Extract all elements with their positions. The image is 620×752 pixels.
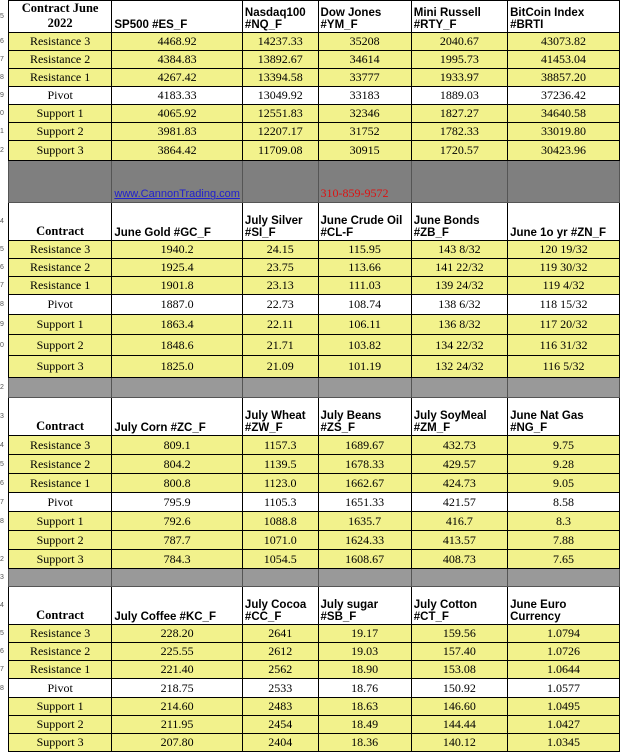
table-cell[interactable]: 13892.67 xyxy=(242,51,318,69)
table-cell[interactable]: 115.95 xyxy=(318,241,411,259)
phone-number: 310-859-9572 xyxy=(320,186,389,201)
table-cell[interactable]: 11709.08 xyxy=(242,141,318,161)
table-row xyxy=(0,87,620,105)
separator-cell xyxy=(318,161,411,203)
table-cell[interactable]: 1.0726 xyxy=(508,643,620,661)
table-cell[interactable]: 1.0495 xyxy=(508,698,620,716)
column-header[interactable]: Nasdaq100 #NQ_F xyxy=(242,1,318,33)
table-row xyxy=(0,315,620,335)
table-row xyxy=(0,356,620,378)
table-cell[interactable]: 33777 xyxy=(318,69,411,87)
table-cell[interactable]: 211.95 xyxy=(112,716,243,734)
table-cell[interactable]: 150.92 xyxy=(411,679,507,698)
table-cell[interactable]: 33019.80 xyxy=(508,123,620,141)
table-cell[interactable]: 138 6/32 xyxy=(411,295,507,315)
contract-header: Contract xyxy=(8,398,112,436)
row-number: 7 xyxy=(0,661,8,679)
table-cell[interactable]: 37236.42 xyxy=(508,87,620,105)
table-row xyxy=(0,259,620,277)
table-cell[interactable]: 416.7 xyxy=(411,512,507,531)
row-label: Support 2 xyxy=(8,123,112,141)
row-number: 8 xyxy=(0,295,8,315)
table-cell[interactable]: 43073.82 xyxy=(508,33,620,51)
table-cell[interactable]: 792.6 xyxy=(112,512,243,531)
separator-cell xyxy=(318,569,411,587)
separator-row xyxy=(0,569,620,587)
column-header[interactable]: June Nat Gas #NG_F xyxy=(508,398,620,436)
table-cell[interactable]: 132 24/32 xyxy=(411,356,507,378)
table-cell[interactable]: 2641 xyxy=(242,625,318,643)
row-number: 6 xyxy=(0,643,8,661)
contract-header: Contract xyxy=(8,587,112,625)
row-number: 0 xyxy=(0,335,8,356)
separator-cell xyxy=(508,569,620,587)
table-cell[interactable]: 157.40 xyxy=(411,643,507,661)
table-row xyxy=(0,436,620,455)
table-row xyxy=(0,455,620,474)
column-header[interactable]: June Crude Oil #CL-F xyxy=(318,203,411,241)
table-cell[interactable]: 787.7 xyxy=(112,531,243,550)
table-row xyxy=(0,698,620,716)
header-row xyxy=(0,203,620,241)
column-header[interactable]: June Euro Currency xyxy=(508,587,620,625)
table-cell[interactable]: 18.90 xyxy=(318,661,411,679)
table-cell[interactable]: 1088.8 xyxy=(242,512,318,531)
table-cell[interactable]: 9.05 xyxy=(508,474,620,493)
table-cell[interactable]: 38857.20 xyxy=(508,69,620,87)
website-link[interactable]: www.CannonTrading.com xyxy=(114,188,240,201)
table-row xyxy=(0,51,620,69)
table-cell[interactable]: 4065.92 xyxy=(112,105,243,123)
row-label: Support 2 xyxy=(8,716,112,734)
table-cell[interactable]: 809.1 xyxy=(112,436,243,455)
table-cell[interactable]: 1940.2 xyxy=(112,241,243,259)
table-row xyxy=(0,141,620,161)
row-label: Resistance 1 xyxy=(8,661,112,679)
table-row xyxy=(0,625,620,643)
column-header[interactable]: July Wheat #ZW_F xyxy=(242,398,318,436)
row-label: Pivot xyxy=(8,295,112,315)
table-row xyxy=(0,643,620,661)
table-cell[interactable]: 221.40 xyxy=(112,661,243,679)
table-cell[interactable]: 4183.33 xyxy=(112,87,243,105)
header-row xyxy=(0,1,620,33)
table-cell[interactable]: 30915 xyxy=(318,141,411,161)
row-label: Resistance 3 xyxy=(8,625,112,643)
table-cell[interactable]: 1925.4 xyxy=(112,259,243,277)
table-cell[interactable]: 218.75 xyxy=(112,679,243,698)
table-row xyxy=(0,679,620,698)
separator-cell xyxy=(318,378,411,398)
table-cell[interactable]: 413.57 xyxy=(411,531,507,550)
separator-cell xyxy=(411,569,507,587)
row-number: 7 xyxy=(0,277,8,295)
table-cell[interactable]: 207.80 xyxy=(112,734,243,752)
table-cell[interactable]: 2040.67 xyxy=(411,33,507,51)
separator-cell xyxy=(112,161,243,203)
table-cell[interactable]: 1689.67 xyxy=(318,436,411,455)
row-number xyxy=(0,531,8,550)
table-cell[interactable]: 1123.0 xyxy=(242,474,318,493)
row-label: Resistance 3 xyxy=(8,436,112,455)
row-number: 7 xyxy=(0,493,8,512)
table-cell[interactable]: 800.8 xyxy=(112,474,243,493)
table-cell[interactable]: 134 22/32 xyxy=(411,335,507,356)
table-cell[interactable]: 2562 xyxy=(242,661,318,679)
row-label: Resistance 1 xyxy=(8,69,112,87)
row-number: 5 xyxy=(0,1,8,33)
table-cell[interactable]: 1827.27 xyxy=(411,105,507,123)
table-cell[interactable]: 119 4/32 xyxy=(508,277,620,295)
table-cell[interactable]: 225.55 xyxy=(112,643,243,661)
row-label: Resistance 2 xyxy=(8,643,112,661)
table-cell[interactable]: 9.75 xyxy=(508,436,620,455)
table-cell[interactable]: 1.0427 xyxy=(508,716,620,734)
table-row xyxy=(0,33,620,51)
table-cell[interactable]: 432.73 xyxy=(411,436,507,455)
row-number: 2 xyxy=(0,141,8,161)
separator-row xyxy=(0,378,620,398)
column-header[interactable]: June 1o yr #ZN_F xyxy=(508,203,620,241)
separator-cell xyxy=(242,378,318,398)
table-cell[interactable]: 18.76 xyxy=(318,679,411,698)
table-cell[interactable]: 140.12 xyxy=(411,734,507,752)
column-header[interactable]: July sugar #SB_F xyxy=(318,587,411,625)
table-cell[interactable]: 1.0345 xyxy=(508,734,620,752)
table-row xyxy=(0,716,620,734)
row-label: Support 3 xyxy=(8,550,112,569)
table-cell[interactable]: 1651.33 xyxy=(318,493,411,512)
row-number xyxy=(0,356,8,378)
table-row xyxy=(0,474,620,493)
row-number: 8 xyxy=(0,512,8,531)
column-header[interactable]: June Bonds #ZB_F xyxy=(411,203,507,241)
separator-cell xyxy=(8,378,112,398)
table-row xyxy=(0,105,620,123)
table-cell[interactable]: 33183 xyxy=(318,87,411,105)
table-cell[interactable]: 1608.67 xyxy=(318,550,411,569)
table-cell[interactable]: 1825.0 xyxy=(112,356,243,378)
table-cell[interactable]: 429.57 xyxy=(411,455,507,474)
row-number: 5 xyxy=(0,455,8,474)
header-row xyxy=(0,398,620,436)
table-row xyxy=(0,277,620,295)
table-cell[interactable]: 30423.96 xyxy=(508,141,620,161)
table-cell[interactable]: 7.65 xyxy=(508,550,620,569)
table-cell[interactable]: 214.60 xyxy=(112,698,243,716)
separator-cell xyxy=(508,161,620,203)
table-cell[interactable]: 111.03 xyxy=(318,277,411,295)
table-cell[interactable]: 1848.6 xyxy=(112,335,243,356)
separator-cell xyxy=(411,161,507,203)
row-number xyxy=(0,734,8,752)
row-number: 6 xyxy=(0,474,8,493)
table-cell[interactable]: 34640.58 xyxy=(508,105,620,123)
table-cell[interactable]: 2533 xyxy=(242,679,318,698)
table-cell[interactable]: 2454 xyxy=(242,716,318,734)
table-cell[interactable]: 32346 xyxy=(318,105,411,123)
table-cell[interactable]: 106.11 xyxy=(318,315,411,335)
table-cell[interactable]: 103.82 xyxy=(318,335,411,356)
column-header[interactable]: Dow Jones #YM_F xyxy=(318,1,411,33)
separator-cell xyxy=(112,569,243,587)
table-row xyxy=(0,241,620,259)
row-label: Resistance 1 xyxy=(8,277,112,295)
table-cell[interactable]: 18.63 xyxy=(318,698,411,716)
table-cell[interactable]: 12207.17 xyxy=(242,123,318,141)
table-cell[interactable]: 1624.33 xyxy=(318,531,411,550)
table-cell[interactable]: 12551.83 xyxy=(242,105,318,123)
table-cell[interactable]: 9.28 xyxy=(508,455,620,474)
table-cell[interactable]: 795.9 xyxy=(112,493,243,512)
column-header[interactable]: July Cotton #CT_F xyxy=(411,587,507,625)
table-row xyxy=(0,734,620,752)
table-cell[interactable]: 2404 xyxy=(242,734,318,752)
table-cell[interactable]: 21.09 xyxy=(242,356,318,378)
separator-cell xyxy=(242,569,318,587)
table-cell[interactable]: 141 22/32 xyxy=(411,259,507,277)
column-header[interactable]: BitCoin Index #BRTI xyxy=(508,1,620,33)
row-number: 9 xyxy=(0,87,8,105)
table-cell[interactable]: 159.56 xyxy=(411,625,507,643)
table-cell[interactable]: 119 30/32 xyxy=(508,259,620,277)
row-number: 2 xyxy=(0,550,8,569)
row-label: Support 1 xyxy=(8,315,112,335)
table-cell[interactable]: 1054.5 xyxy=(242,550,318,569)
table-cell[interactable]: 1782.33 xyxy=(411,123,507,141)
row-number: 9 xyxy=(0,315,8,335)
contract-header: Contract June 2022 xyxy=(8,1,112,33)
table-cell[interactable]: 13049.92 xyxy=(242,87,318,105)
row-number: 8 xyxy=(0,679,8,698)
table-cell[interactable]: 3981.83 xyxy=(112,123,243,141)
table-cell[interactable]: 1678.33 xyxy=(318,455,411,474)
row-label: Support 3 xyxy=(8,141,112,161)
table-cell[interactable]: 139 24/32 xyxy=(411,277,507,295)
row-number xyxy=(0,716,8,734)
row-label: Resistance 2 xyxy=(8,51,112,69)
table-row xyxy=(0,123,620,141)
table-cell[interactable]: 19.03 xyxy=(318,643,411,661)
table-cell[interactable]: 3864.42 xyxy=(112,141,243,161)
row-label: Pivot xyxy=(8,679,112,698)
table-cell[interactable]: 424.73 xyxy=(411,474,507,493)
table-cell[interactable]: 8.3 xyxy=(508,512,620,531)
table-cell[interactable]: 421.57 xyxy=(411,493,507,512)
table-cell[interactable]: 23.75 xyxy=(242,259,318,277)
table-cell[interactable]: 117 20/32 xyxy=(508,315,620,335)
column-header[interactable]: July Silver #SI_F xyxy=(242,203,318,241)
separator-cell xyxy=(8,569,112,587)
table-cell[interactable]: 136 8/32 xyxy=(411,315,507,335)
table-cell[interactable]: 113.66 xyxy=(318,259,411,277)
table-cell[interactable]: 153.08 xyxy=(411,661,507,679)
row-number: 7 xyxy=(0,51,8,69)
table-cell[interactable]: 41453.04 xyxy=(508,51,620,69)
table-cell[interactable]: 1933.97 xyxy=(411,69,507,87)
row-number xyxy=(0,161,8,203)
table-cell[interactable]: 1720.57 xyxy=(411,141,507,161)
table-row xyxy=(0,550,620,569)
row-label: Resistance 3 xyxy=(8,241,112,259)
table-cell[interactable]: 1662.67 xyxy=(318,474,411,493)
column-header[interactable]: June Gold #GC_F xyxy=(112,203,243,241)
table-cell[interactable]: 23.13 xyxy=(242,277,318,295)
column-header[interactable]: July SoyMeal #ZM_F xyxy=(411,398,507,436)
table-cell[interactable]: 1.0644 xyxy=(508,661,620,679)
table-cell[interactable]: 228.20 xyxy=(112,625,243,643)
table-cell[interactable]: 784.3 xyxy=(112,550,243,569)
separator-cell xyxy=(508,378,620,398)
row-number: 4 xyxy=(0,203,8,241)
table-cell[interactable]: 1863.4 xyxy=(112,315,243,335)
row-label: Support 1 xyxy=(8,698,112,716)
table-cell[interactable]: 24.15 xyxy=(242,241,318,259)
table-row xyxy=(0,335,620,356)
table-cell[interactable]: 22.11 xyxy=(242,315,318,335)
table-cell[interactable]: 804.2 xyxy=(112,455,243,474)
table-cell[interactable]: 1901.8 xyxy=(112,277,243,295)
table-cell[interactable]: 408.73 xyxy=(411,550,507,569)
row-number: 6 xyxy=(0,259,8,277)
separator-cell xyxy=(8,161,112,203)
row-number: 0 xyxy=(0,105,8,123)
table-row xyxy=(0,512,620,531)
row-number: 8 xyxy=(0,69,8,87)
table-cell[interactable]: 101.19 xyxy=(318,356,411,378)
separator-cell xyxy=(242,161,318,203)
table-cell[interactable]: 35208 xyxy=(318,33,411,51)
table-cell[interactable]: 21.71 xyxy=(242,335,318,356)
table-cell[interactable]: 4384.83 xyxy=(112,51,243,69)
table-cell[interactable]: 1.0577 xyxy=(508,679,620,698)
table-cell[interactable]: 1995.73 xyxy=(411,51,507,69)
table-cell[interactable]: 1105.3 xyxy=(242,493,318,512)
row-label: Resistance 1 xyxy=(8,474,112,493)
row-label: Resistance 3 xyxy=(8,33,112,51)
table-cell[interactable]: 146.60 xyxy=(411,698,507,716)
row-label: Pivot xyxy=(8,493,112,512)
table-cell[interactable]: 116 5/32 xyxy=(508,356,620,378)
header-row xyxy=(0,587,620,625)
separator-cell xyxy=(112,378,243,398)
table-cell[interactable]: 18.36 xyxy=(318,734,411,752)
table-row xyxy=(0,493,620,512)
row-number: 6 xyxy=(0,33,8,51)
table-cell[interactable]: 1157.3 xyxy=(242,436,318,455)
table-cell[interactable]: 143 8/32 xyxy=(411,241,507,259)
table-cell[interactable]: 4468.92 xyxy=(112,33,243,51)
row-label: Support 3 xyxy=(8,356,112,378)
table-cell[interactable]: 116 31/32 xyxy=(508,335,620,356)
row-label: Support 3 xyxy=(8,734,112,752)
table-cell[interactable]: 120 19/32 xyxy=(508,241,620,259)
separator-cell xyxy=(411,378,507,398)
row-label: Support 2 xyxy=(8,531,112,550)
table-row xyxy=(0,69,620,87)
table-cell[interactable]: 1635.7 xyxy=(318,512,411,531)
row-label: Pivot xyxy=(8,87,112,105)
table-cell[interactable]: 31752 xyxy=(318,123,411,141)
table-cell[interactable]: 13394.58 xyxy=(242,69,318,87)
row-number: 3 xyxy=(0,398,8,436)
table-cell[interactable]: 144.44 xyxy=(411,716,507,734)
row-number: 5 xyxy=(0,625,8,643)
table-cell[interactable]: 22.73 xyxy=(242,295,318,315)
contract-header: Contract xyxy=(8,203,112,241)
row-number: 2 xyxy=(0,378,8,398)
table-cell[interactable]: 14237.33 xyxy=(242,33,318,51)
table-cell[interactable]: 34614 xyxy=(318,51,411,69)
column-header[interactable]: July Cocoa #CC_F xyxy=(242,587,318,625)
row-label: Resistance 2 xyxy=(8,455,112,474)
table-cell[interactable]: 1071.0 xyxy=(242,531,318,550)
column-header[interactable]: SP500 #ES_F xyxy=(112,1,243,33)
row-label: Resistance 2 xyxy=(8,259,112,277)
row-number: 1 xyxy=(0,123,8,141)
table-cell[interactable]: 1889.03 xyxy=(411,87,507,105)
table-cell[interactable]: 118 15/32 xyxy=(508,295,620,315)
table-cell[interactable]: 18.49 xyxy=(318,716,411,734)
table-cell[interactable]: 1139.5 xyxy=(242,455,318,474)
row-label: Support 2 xyxy=(8,335,112,356)
table-cell[interactable]: 108.74 xyxy=(318,295,411,315)
column-header[interactable]: July Coffee #KC_F xyxy=(112,587,243,625)
table-cell[interactable]: 4267.42 xyxy=(112,69,243,87)
row-number: 3 xyxy=(0,569,8,587)
row-number: 4 xyxy=(0,436,8,455)
row-number: 4 xyxy=(0,587,8,625)
table-cell[interactable]: 19.17 xyxy=(318,625,411,643)
row-label: Support 1 xyxy=(8,512,112,531)
table-cell[interactable]: 1.0794 xyxy=(508,625,620,643)
row-number xyxy=(0,698,8,716)
table-cell[interactable]: 2612 xyxy=(242,643,318,661)
row-number: 5 xyxy=(0,241,8,259)
table-cell[interactable]: 7.88 xyxy=(508,531,620,550)
table-row xyxy=(0,295,620,315)
column-header[interactable]: July Corn #ZC_F xyxy=(112,398,243,436)
table-cell[interactable]: 8.58 xyxy=(508,493,620,512)
row-label: Support 1 xyxy=(8,105,112,123)
table-cell[interactable]: 1887.0 xyxy=(112,295,243,315)
table-row xyxy=(0,531,620,550)
table-cell[interactable]: 2483 xyxy=(242,698,318,716)
separator-row xyxy=(0,161,620,203)
table-row xyxy=(0,661,620,679)
column-header[interactable]: Mini Russell #RTY_F xyxy=(411,1,507,33)
column-header[interactable]: July Beans #ZS_F xyxy=(318,398,411,436)
